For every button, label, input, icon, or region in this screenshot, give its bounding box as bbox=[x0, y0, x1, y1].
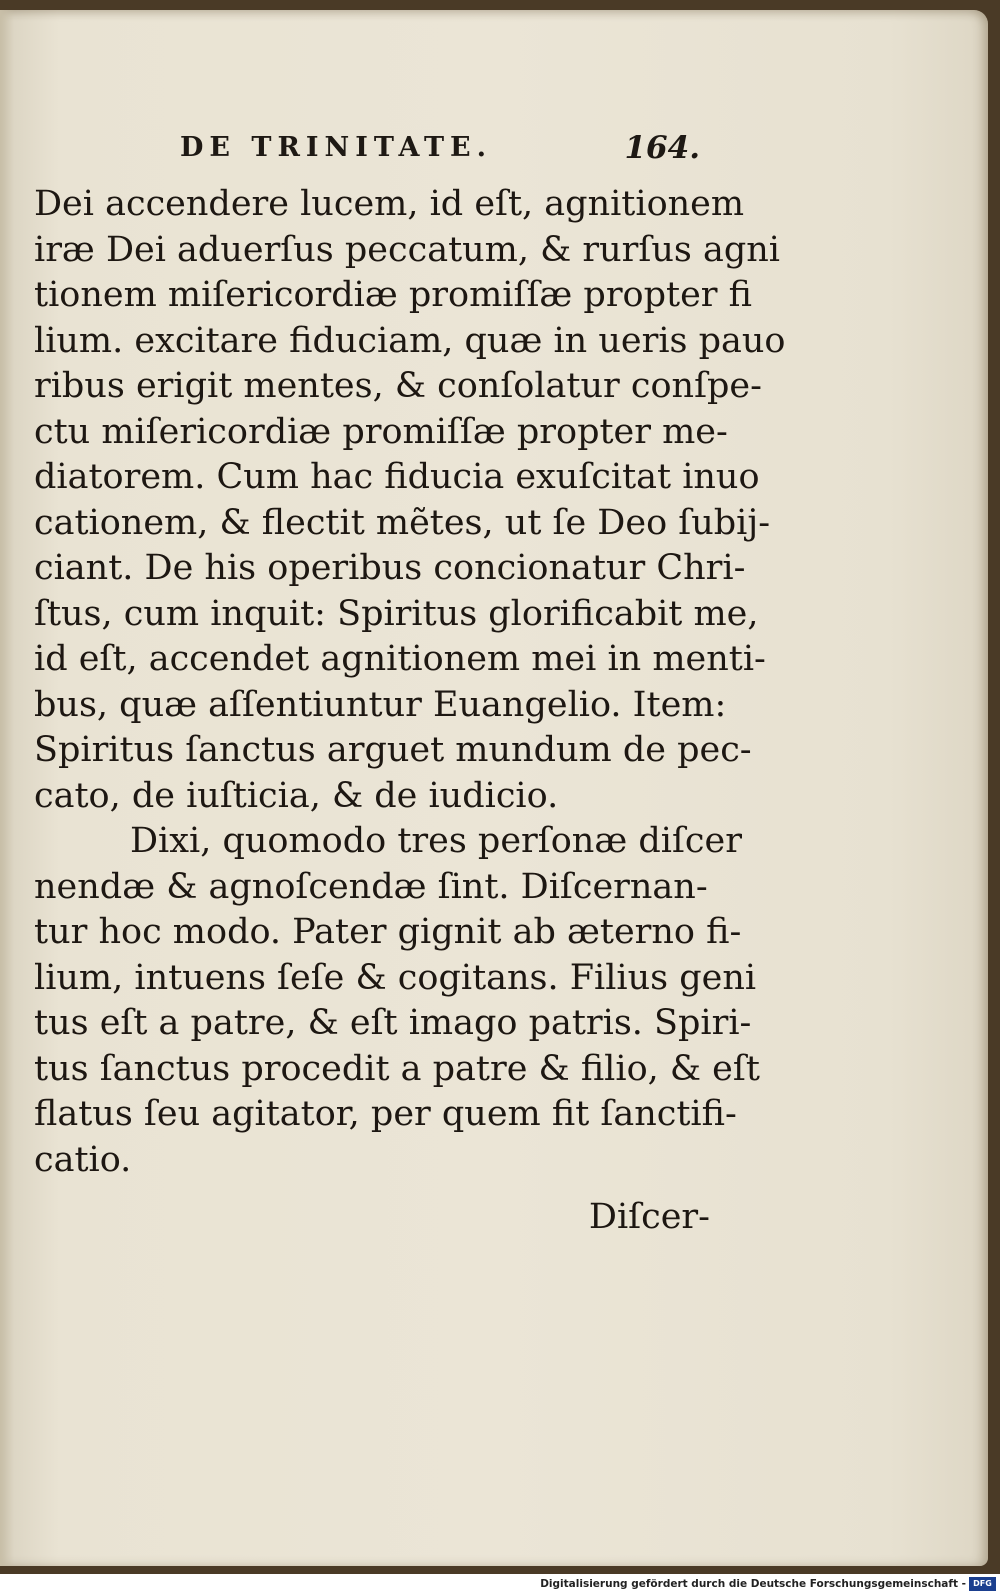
text-line: tus eſt a patre, & eſt imago patris. Spiri- bbox=[34, 1003, 752, 1043]
page-number: 164. bbox=[624, 130, 700, 166]
text-line: lium. excitare fiduciam, quæ in ueris pauo bbox=[34, 320, 786, 361]
text-line: id eſt, accendet agnitionem mei in menti- bbox=[34, 639, 766, 679]
text-line: ſtus, cum inquit: Spiritus glorificabit me, bbox=[34, 593, 759, 634]
text-line: cationem, & flectit mẽtes, ut ſe Deo ſubij- bbox=[34, 502, 771, 543]
text-line: tus ſanctus procedit a patre & filio, & eſt bbox=[34, 1048, 760, 1089]
dfg-logo: DFG bbox=[969, 1577, 996, 1591]
text-line: nendæ & agnoſcendæ ſint. Diſcernan- bbox=[34, 866, 708, 907]
text-line: cato, de iuſticia, & de iudicio. bbox=[34, 775, 559, 816]
running-head-title: DE TRINITATE. bbox=[180, 132, 493, 163]
text-line: Dei accendere lucem, id eſt, agnitionem bbox=[34, 184, 745, 224]
text-line: ciant. De his operibus concionatur Chri- bbox=[34, 548, 746, 588]
page-gutter-shadow bbox=[0, 10, 14, 1566]
text-line: bus, quæ aſſentiuntur Euangelio. Item: bbox=[34, 684, 727, 725]
text-line: Spiritus ſanctus arguet mundum de pec- bbox=[34, 730, 752, 770]
text-line: lium, intuens ſeſe & cogitans. Filius geni bbox=[34, 957, 757, 998]
text-line: catio. bbox=[34, 1139, 132, 1180]
digitization-footer bbox=[0, 1574, 1000, 1596]
book-page bbox=[0, 10, 988, 1566]
text-line: ctu miſericordiæ promiſſæ propter me- bbox=[34, 411, 728, 452]
catchword: Diſcer- bbox=[588, 1197, 710, 1237]
text-line: flatus ſeu agitator, per quem fit ſanctifi- bbox=[34, 1094, 737, 1134]
text-line: tionem miſericordiæ promiſſæ propter fi bbox=[34, 275, 753, 315]
text-line: ribus erigit mentes, & conſolatur conſpe- bbox=[34, 366, 762, 406]
main-text-block bbox=[34, 182, 786, 1241]
paragraph-first-line: Dixi, quomodo tres perſonæ diſcer bbox=[130, 821, 742, 861]
catchword-row bbox=[34, 1183, 724, 1241]
text-line: iræ Dei aduerſus peccatum, & rurſus agni bbox=[34, 229, 780, 270]
text-line: diatorem. Cum hac fiducia exuſcitat inuo bbox=[34, 457, 760, 497]
running-head bbox=[180, 132, 700, 172]
funding-credit: Digitalisierung gefördert durch die Deutsche Forschungsgemeinschaft - bbox=[540, 1578, 966, 1590]
text-line: tur hoc modo. Pater gignit ab æterno fi- bbox=[34, 912, 742, 952]
